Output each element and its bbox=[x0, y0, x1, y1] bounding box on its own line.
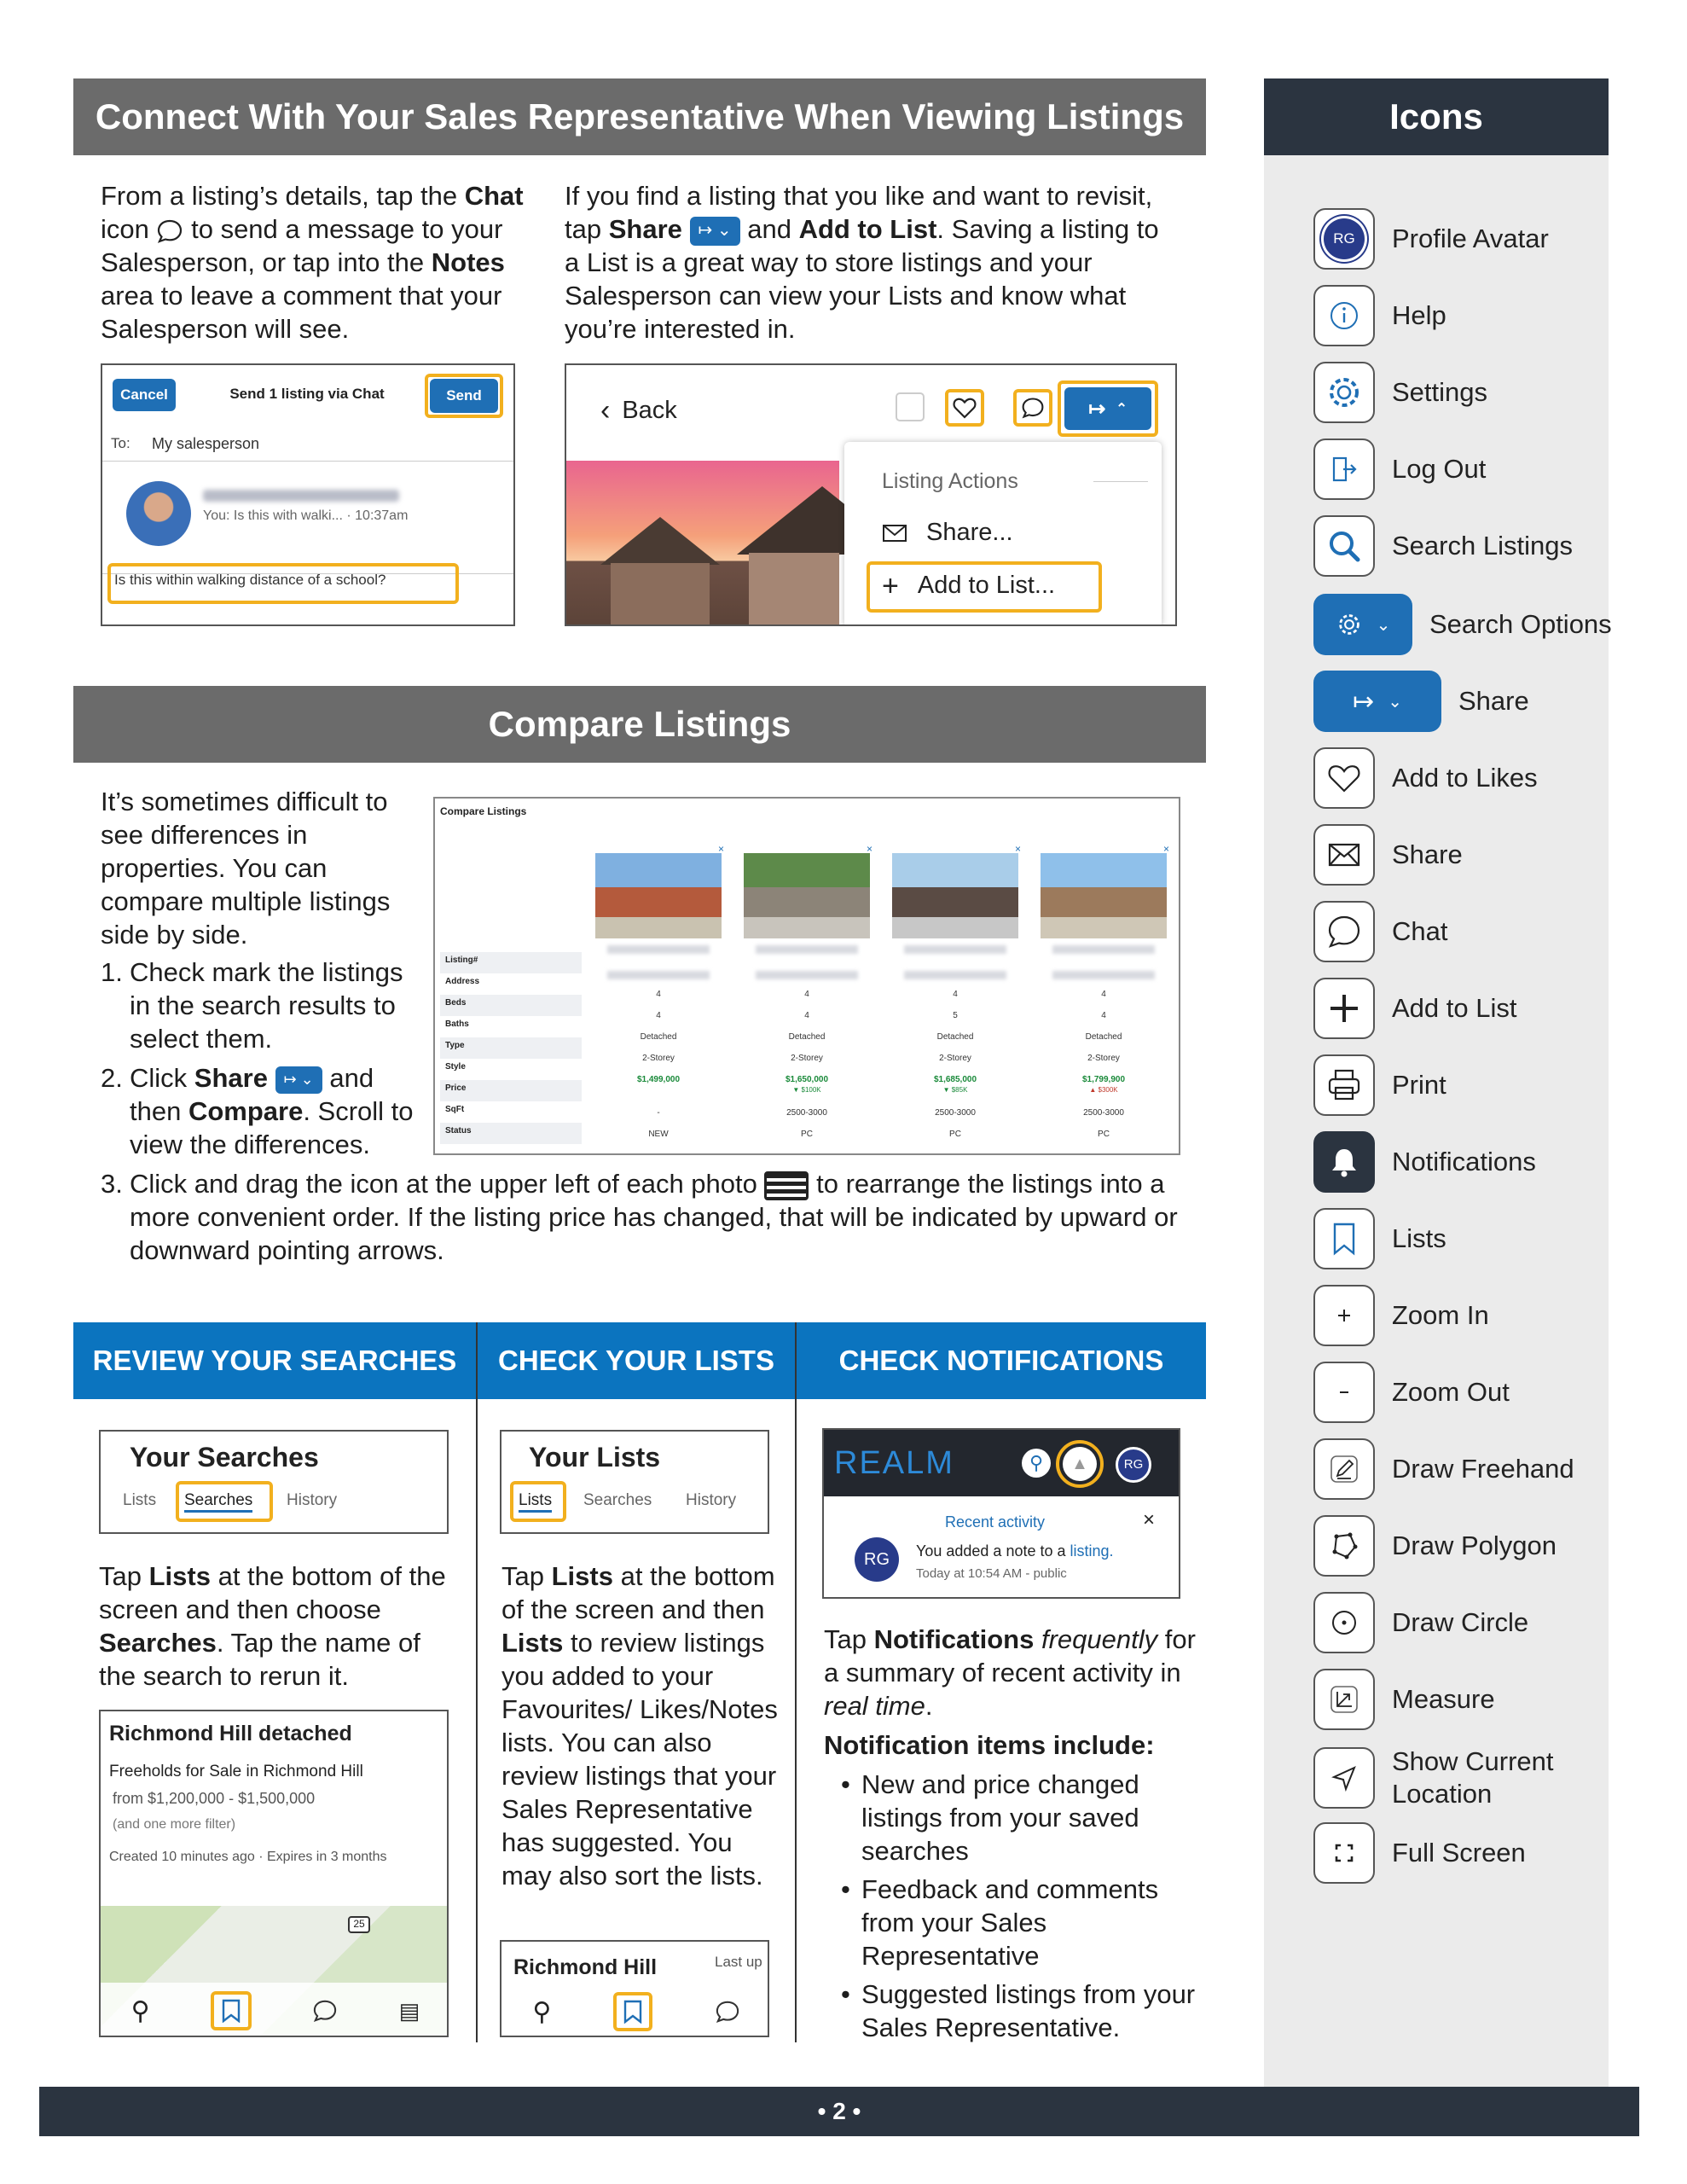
text: and then bbox=[130, 1063, 374, 1126]
your-searches-screenshot bbox=[99, 1430, 449, 1534]
saved-search-card[interactable] bbox=[99, 1710, 449, 2037]
menu-item-add-to-list[interactable] bbox=[882, 569, 1056, 602]
compare-cell: 4 bbox=[656, 1011, 661, 1020]
icon-label: Show Current Location bbox=[1392, 1746, 1554, 1809]
price-change: ▼ $85K bbox=[942, 1086, 968, 1094]
icon-row-logout bbox=[1313, 439, 1486, 500]
settings-icon bbox=[1313, 362, 1375, 423]
compare-row-label: SqFt bbox=[440, 1101, 582, 1123]
text: at the bottom of the screen and then choose bbox=[99, 1561, 446, 1624]
icon-row-zoom-out bbox=[1313, 1362, 1510, 1423]
step-number: 3. bbox=[101, 1169, 123, 1199]
icon-label: Search Options bbox=[1429, 609, 1612, 639]
compare-cell: 4 bbox=[804, 1011, 809, 1020]
compare-cell: - bbox=[657, 1108, 660, 1118]
compare-cell: $1,799,900 bbox=[1081, 1075, 1126, 1084]
search-icon[interactable]: ⚲ bbox=[130, 1996, 150, 2025]
compare-intro bbox=[101, 785, 416, 951]
tab-lists[interactable]: Lists bbox=[519, 1491, 552, 1513]
blurred-text bbox=[756, 971, 858, 979]
your-lists-title: Your Lists bbox=[529, 1442, 661, 1472]
share-inline-icon: ↦ ⌄ bbox=[275, 1066, 322, 1094]
chat-icon bbox=[156, 218, 183, 244]
drag-handle-icon bbox=[764, 1171, 809, 1200]
icon-row-search bbox=[1313, 515, 1580, 577]
like-button[interactable] bbox=[945, 389, 984, 427]
compare-row-label: Listing# bbox=[440, 952, 582, 973]
plus-icon bbox=[1313, 978, 1375, 1039]
icon-label: Chat bbox=[1392, 916, 1448, 946]
list-card[interactable] bbox=[500, 1940, 769, 2037]
compare-step-3 bbox=[101, 1167, 1201, 1267]
envelope-icon bbox=[1313, 824, 1375, 886]
icon-row-measure bbox=[1313, 1669, 1495, 1730]
icon-row-plus bbox=[1313, 978, 1516, 1039]
cancel-button[interactable]: Cancel bbox=[113, 379, 176, 411]
logout-icon bbox=[1313, 439, 1375, 500]
activity-text bbox=[916, 1542, 1114, 1560]
icon-row-heart bbox=[1313, 747, 1538, 809]
price-change: ▲ $300K bbox=[1089, 1086, 1118, 1094]
share-dropdown-icon: ↦ ⌄ bbox=[1313, 671, 1441, 732]
document-icon[interactable]: ▤ bbox=[398, 1997, 420, 2024]
compare-bold: Compare bbox=[188, 1096, 304, 1126]
icon-label: Help bbox=[1392, 300, 1446, 330]
compare-row-labels bbox=[440, 952, 582, 1144]
frequently-italic: frequently bbox=[1034, 1624, 1158, 1654]
listing-actions-menu bbox=[844, 442, 1162, 626]
remove-icon[interactable]: × bbox=[1163, 843, 1170, 855]
tab-searches[interactable]: Searches bbox=[184, 1491, 252, 1513]
text: icon bbox=[101, 214, 157, 244]
compare-cell: 2500-3000 bbox=[1083, 1108, 1124, 1118]
notes-bold: Notes bbox=[431, 247, 505, 277]
fullscreen-icon bbox=[1313, 1822, 1375, 1884]
icon-row-polygon bbox=[1313, 1515, 1557, 1577]
text: and bbox=[747, 214, 799, 244]
connect-right-paragraph bbox=[565, 179, 1179, 346]
remove-icon[interactable]: × bbox=[1015, 843, 1022, 855]
message-input[interactable]: Is this within walking distance of a school? bbox=[114, 572, 386, 588]
avatar[interactable]: RG bbox=[1116, 1447, 1151, 1483]
price-change: ▼ $100K bbox=[792, 1086, 821, 1094]
compare-cell: Detached bbox=[640, 1032, 677, 1042]
activity-avatar: RG bbox=[855, 1537, 899, 1582]
review-searches-header bbox=[73, 1322, 476, 1399]
send-button[interactable]: Send bbox=[430, 379, 498, 413]
share-dropdown-button[interactable] bbox=[1064, 387, 1151, 430]
icon-row-profile-avatar bbox=[1313, 208, 1549, 270]
check-notifications-header bbox=[797, 1322, 1206, 1399]
chat-icon bbox=[1313, 901, 1375, 962]
text: . Tap the name of the search to rerun it. bbox=[99, 1628, 420, 1691]
bookmark-icon bbox=[623, 2000, 643, 2024]
compare-row-label: Baths bbox=[440, 1016, 582, 1037]
compare-cell: 2-Storey bbox=[642, 1054, 675, 1063]
check-lists-header bbox=[478, 1322, 795, 1399]
lists-nav-button[interactable] bbox=[613, 1992, 652, 2031]
compare-cell: 2-Storey bbox=[791, 1054, 823, 1063]
listing-photo bbox=[1041, 853, 1167, 938]
text: Click bbox=[130, 1063, 194, 1093]
icon-label: Share bbox=[1458, 686, 1529, 716]
icon-label: Draw Polygon bbox=[1392, 1531, 1557, 1560]
chat-icon[interactable] bbox=[715, 2000, 740, 2024]
your-searches-title: Your Searches bbox=[130, 1442, 319, 1472]
compare-cell: $1,650,000 bbox=[785, 1075, 829, 1084]
text: to rearrange the listings into a more convenient order. If the listing price has changed, that will be indicated by upward or downward pointing arrows. bbox=[130, 1169, 1178, 1265]
list-card-updated: Last up bbox=[715, 1954, 762, 1970]
text: Check mark the listings in the search results to select them. bbox=[130, 957, 403, 1054]
profile-avatar-icon bbox=[1313, 208, 1375, 270]
connect-section-title bbox=[73, 78, 1206, 155]
search-card-created: Created 10 minutes ago · Expires in 3 months bbox=[109, 1850, 387, 1864]
bottom-nav bbox=[101, 1983, 449, 2037]
text: for a summary of recent activity in bbox=[824, 1624, 1196, 1687]
zoom-in-icon bbox=[1313, 1285, 1375, 1346]
tab-history[interactable]: History bbox=[287, 1491, 338, 1509]
text: to send a message to your Salesperson, or tap into the bbox=[101, 214, 503, 277]
notification-items-list bbox=[824, 1768, 1199, 2044]
plus-icon: + bbox=[882, 569, 899, 602]
realm-header bbox=[824, 1430, 1180, 1496]
text: . Scroll to view the differences. bbox=[130, 1096, 414, 1159]
text: at the bottom of the screen and then bbox=[501, 1561, 775, 1624]
icon-row-fullscreen bbox=[1313, 1822, 1526, 1884]
compare-row-label: Style bbox=[440, 1059, 582, 1080]
help-icon bbox=[1313, 285, 1375, 346]
icon-label: Measure bbox=[1392, 1684, 1495, 1714]
tab-lists[interactable]: Lists bbox=[123, 1491, 157, 1509]
notifications-paragraph bbox=[824, 1623, 1199, 1722]
icon-label: Share bbox=[1392, 839, 1463, 869]
compare-cell: $1,499,000 bbox=[636, 1075, 681, 1084]
icons-sidebar-title bbox=[1264, 78, 1609, 155]
printer-icon bbox=[1313, 1054, 1375, 1116]
text: From a listing’s details, tap the bbox=[101, 181, 465, 211]
icon-row-pencil bbox=[1313, 1438, 1574, 1500]
text: Notification items include: bbox=[824, 1730, 1155, 1760]
search-card-title: Richmond Hill detached bbox=[109, 1722, 352, 1745]
text: to review listings you added to your Favourites/ Likes/Notes lists. You can also review listings that your Sales Representative has suggested. You may also sort the lists. bbox=[501, 1628, 778, 1891]
header-text: REVIEW YOUR SEARCHES bbox=[92, 1345, 457, 1376]
chat-header: Send 1 listing via Chat bbox=[229, 386, 385, 402]
compare-columns bbox=[590, 843, 1179, 1153]
icon-label: Draw Circle bbox=[1392, 1607, 1529, 1637]
compare-cell: 4 bbox=[1101, 990, 1106, 999]
connect-title-text: Connect With Your Sales Representative When Viewing Listings bbox=[95, 96, 1185, 136]
compare-cell: 2-Storey bbox=[1087, 1054, 1120, 1063]
blurred-text bbox=[607, 945, 710, 954]
list-card-title: Richmond Hill bbox=[513, 1955, 658, 1979]
compare-step-2 bbox=[101, 1061, 425, 1161]
circle-icon bbox=[1313, 1592, 1375, 1653]
text: . Saving a listing to a List is a great way to store listings and your Salesperson can view your Lists and know what you’re interested in. bbox=[565, 214, 1159, 344]
icon-row-bell bbox=[1313, 1131, 1536, 1193]
connect-left-paragraph bbox=[101, 179, 544, 346]
page-number: • 2 • bbox=[817, 2098, 861, 2124]
compare-row-label: Type bbox=[440, 1037, 582, 1059]
icon-row-circle bbox=[1313, 1592, 1528, 1653]
text: It’s sometimes difficult to see differences in properties. You can compare multiple listings side by side. bbox=[101, 787, 391, 950]
lists-bold: Lists bbox=[551, 1561, 613, 1591]
text: . bbox=[925, 1691, 933, 1721]
icon-label: Add to Likes bbox=[1392, 763, 1538, 793]
compare-column[interactable] bbox=[887, 843, 1023, 1153]
chevron-left-icon: ‹ bbox=[600, 394, 611, 427]
notifications-bold: Notifications bbox=[873, 1624, 1035, 1654]
bell-icon bbox=[1313, 1131, 1375, 1193]
blurred-text bbox=[1052, 945, 1155, 954]
lists-nav-button[interactable] bbox=[211, 1991, 252, 2030]
close-icon[interactable]: × bbox=[1143, 1508, 1156, 1531]
menu-item-share[interactable] bbox=[882, 519, 1013, 547]
icon-row-settings bbox=[1313, 362, 1487, 423]
icon-row-share-dropdown bbox=[1313, 671, 1529, 732]
compare-cell: 4 bbox=[804, 990, 809, 999]
icon-label: Profile Avatar bbox=[1392, 224, 1549, 253]
blurred-text bbox=[904, 971, 1006, 979]
compare-table-title: Compare Listings bbox=[440, 805, 527, 817]
list-item: • Suggested listings from your Sales Representative. bbox=[824, 1978, 1199, 2044]
share-bold: Share bbox=[608, 214, 682, 244]
your-lists-screenshot bbox=[500, 1430, 769, 1534]
compare-cell: 2500-3000 bbox=[786, 1108, 827, 1118]
icon-label: Zoom Out bbox=[1392, 1377, 1510, 1407]
share-inline-icon: ↦ ⌄ bbox=[690, 217, 740, 246]
heart-icon bbox=[1313, 747, 1375, 809]
bell-icon[interactable]: ▲ bbox=[1063, 1447, 1097, 1481]
compare-section-title bbox=[73, 686, 1206, 763]
location-arrow-icon bbox=[1313, 1747, 1375, 1809]
column-divider bbox=[795, 1322, 797, 2042]
compare-cell: 4 bbox=[1101, 1011, 1106, 1020]
review-paragraph bbox=[99, 1560, 457, 1693]
compare-title-text: Compare Listings bbox=[488, 704, 791, 744]
chat-button[interactable] bbox=[1013, 389, 1052, 427]
search-card-range: from $1,200,000 - $1,500,000 bbox=[113, 1790, 316, 1807]
icon-row-envelope bbox=[1313, 824, 1463, 886]
lists-paragraph bbox=[501, 1560, 783, 1892]
icon-label: Lists bbox=[1392, 1223, 1446, 1253]
icon-row-search-options bbox=[1313, 594, 1612, 655]
add-to-list-bold: Add to List bbox=[798, 214, 937, 244]
compare-row-label: Price bbox=[440, 1080, 582, 1101]
compare-cell: 4 bbox=[953, 990, 958, 999]
bookmark-icon bbox=[221, 1999, 241, 2023]
compare-screenshot bbox=[433, 797, 1180, 1155]
bookmark-icon bbox=[1313, 1208, 1375, 1269]
select-checkbox[interactable] bbox=[896, 392, 925, 421]
back-button[interactable] bbox=[600, 394, 677, 427]
blurred-text bbox=[607, 971, 710, 979]
polygon-icon bbox=[1313, 1515, 1375, 1577]
realm-logo: REALM bbox=[834, 1445, 954, 1481]
icon-row-chat bbox=[1313, 901, 1447, 962]
header-text: CHECK YOUR LISTS bbox=[498, 1345, 774, 1376]
compare-cell: $1,685,000 bbox=[933, 1075, 977, 1084]
blurred-text bbox=[904, 945, 1006, 954]
step-number: 2. bbox=[101, 1063, 123, 1093]
icon-row-help bbox=[1313, 285, 1446, 346]
compare-column[interactable] bbox=[1035, 843, 1172, 1153]
compare-row-label: Status bbox=[440, 1123, 582, 1144]
search-icon bbox=[1313, 515, 1375, 577]
compare-cell: NEW bbox=[648, 1130, 669, 1139]
compare-cell: PC bbox=[1098, 1130, 1110, 1139]
zoom-out-icon bbox=[1313, 1362, 1375, 1423]
compare-row-label: Beds bbox=[440, 995, 582, 1016]
column-divider bbox=[476, 1322, 478, 2042]
search-icon[interactable]: ⚲ bbox=[532, 1997, 552, 2026]
share-bold: Share bbox=[194, 1063, 268, 1093]
icon-row-bookmark bbox=[1313, 1208, 1446, 1269]
chat-screenshot bbox=[101, 363, 515, 626]
heart-icon bbox=[953, 397, 977, 419]
compare-cell: 2-Storey bbox=[939, 1054, 971, 1063]
blurred-name bbox=[203, 490, 399, 502]
pencil-icon bbox=[1313, 1438, 1375, 1500]
to-value: My salesperson bbox=[152, 435, 260, 452]
lists-bold: Lists bbox=[501, 1628, 564, 1658]
compare-row-label: Address bbox=[440, 973, 582, 995]
real-time-italic: real time bbox=[824, 1691, 925, 1721]
notification-items-heading bbox=[824, 1728, 1199, 1762]
chevron-up-icon: ⌃ bbox=[1116, 402, 1128, 416]
icon-label: Log Out bbox=[1392, 454, 1487, 484]
chat-icon[interactable] bbox=[312, 1999, 338, 2023]
search-options-icon: ⌄ bbox=[1313, 594, 1412, 655]
measure-icon bbox=[1313, 1669, 1375, 1730]
compare-column[interactable] bbox=[739, 843, 875, 1153]
activity-time: Today at 10:54 AM - public bbox=[916, 1566, 1067, 1581]
menu-title: Listing Actions bbox=[882, 469, 1018, 493]
listing-screenshot bbox=[565, 363, 1177, 626]
icon-label: Add to List bbox=[1392, 993, 1517, 1023]
listing-photo bbox=[595, 853, 722, 938]
text: Click and drag the icon at the upper left of each photo bbox=[130, 1169, 765, 1199]
icon-label: Settings bbox=[1392, 377, 1488, 407]
icon-label: Draw Freehand bbox=[1392, 1454, 1574, 1484]
icon-label: Search Listings bbox=[1392, 531, 1573, 561]
compare-cell: PC bbox=[949, 1130, 961, 1139]
listing-photo bbox=[892, 853, 1018, 938]
compare-cell: PC bbox=[801, 1130, 813, 1139]
listing-link[interactable]: listing. bbox=[1070, 1542, 1114, 1560]
highway-badge: 25 bbox=[348, 1916, 370, 1933]
step-number: 1. bbox=[101, 957, 123, 987]
menu-item-label: Add to List... bbox=[917, 572, 1056, 599]
compare-cell: 4 bbox=[656, 990, 661, 999]
compare-cell: Detached bbox=[788, 1032, 826, 1042]
compare-column[interactable] bbox=[590, 843, 727, 1153]
avatar-initials: RG bbox=[1324, 218, 1365, 259]
icon-row-printer bbox=[1313, 1054, 1446, 1116]
icon-row-location-arrow bbox=[1313, 1745, 1580, 1810]
text: If you find a listing that you like and want to revisit, tap bbox=[565, 181, 1153, 244]
envelope-icon bbox=[882, 523, 907, 543]
text: You added a note to a bbox=[916, 1542, 1070, 1560]
list-item: • Feedback and comments from your Sales Representative bbox=[824, 1873, 1199, 1972]
remove-icon[interactable]: × bbox=[718, 843, 725, 855]
share-arrow-icon: ↦ bbox=[1088, 397, 1106, 421]
search-icon[interactable]: ⚲ bbox=[1022, 1449, 1051, 1478]
text: Tap bbox=[824, 1624, 874, 1654]
notifications-screenshot bbox=[822, 1428, 1180, 1599]
icon-row-zoom-in bbox=[1313, 1285, 1489, 1346]
avatar bbox=[126, 481, 191, 546]
text: area to leave a comment that your Salesperson will see. bbox=[101, 281, 502, 344]
searches-bold: Searches bbox=[99, 1628, 217, 1658]
compare-cell: 2500-3000 bbox=[935, 1108, 976, 1118]
menu-item-label: Share... bbox=[926, 519, 1013, 546]
compare-step-1 bbox=[101, 956, 425, 1055]
list-item: • New and price changed listings from your saved searches bbox=[824, 1768, 1199, 1867]
blurred-text bbox=[756, 945, 858, 954]
compare-cell: Detached bbox=[1085, 1032, 1122, 1042]
chat-bold: Chat bbox=[464, 181, 524, 211]
sidebar-title-text: Icons bbox=[1389, 96, 1483, 136]
remove-icon[interactable]: × bbox=[867, 843, 873, 855]
compare-cell: Detached bbox=[936, 1032, 974, 1042]
text: Tap bbox=[501, 1561, 552, 1591]
icon-label: Notifications bbox=[1392, 1147, 1536, 1176]
tab-history[interactable]: History bbox=[686, 1491, 737, 1509]
search-card-filter: (and one more filter) bbox=[113, 1817, 236, 1832]
bottom-nav bbox=[501, 1984, 769, 2037]
icon-label: Full Screen bbox=[1392, 1838, 1526, 1867]
icon-label: Print bbox=[1392, 1070, 1446, 1100]
back-label: Back bbox=[622, 397, 677, 424]
to-label: To: bbox=[111, 435, 130, 451]
chat-icon bbox=[1021, 396, 1045, 420]
page-footer bbox=[39, 2087, 1639, 2136]
chat-preview: You: Is this with walki... · 10:37am bbox=[203, 508, 409, 523]
blurred-text bbox=[1052, 971, 1155, 979]
lists-bold: Lists bbox=[148, 1561, 211, 1591]
tab-searches[interactable]: Searches bbox=[583, 1491, 652, 1509]
house-photo bbox=[566, 461, 839, 626]
listing-photo bbox=[744, 853, 870, 938]
search-card-subtitle: Freeholds for Sale in Richmond Hill bbox=[109, 1763, 363, 1780]
text: Tap bbox=[99, 1561, 149, 1591]
header-text: CHECK NOTIFICATIONS bbox=[838, 1345, 1164, 1376]
compare-cell: 5 bbox=[953, 1011, 958, 1020]
icon-label: Zoom In bbox=[1392, 1300, 1489, 1330]
recent-activity-title: Recent activity bbox=[945, 1513, 1046, 1531]
